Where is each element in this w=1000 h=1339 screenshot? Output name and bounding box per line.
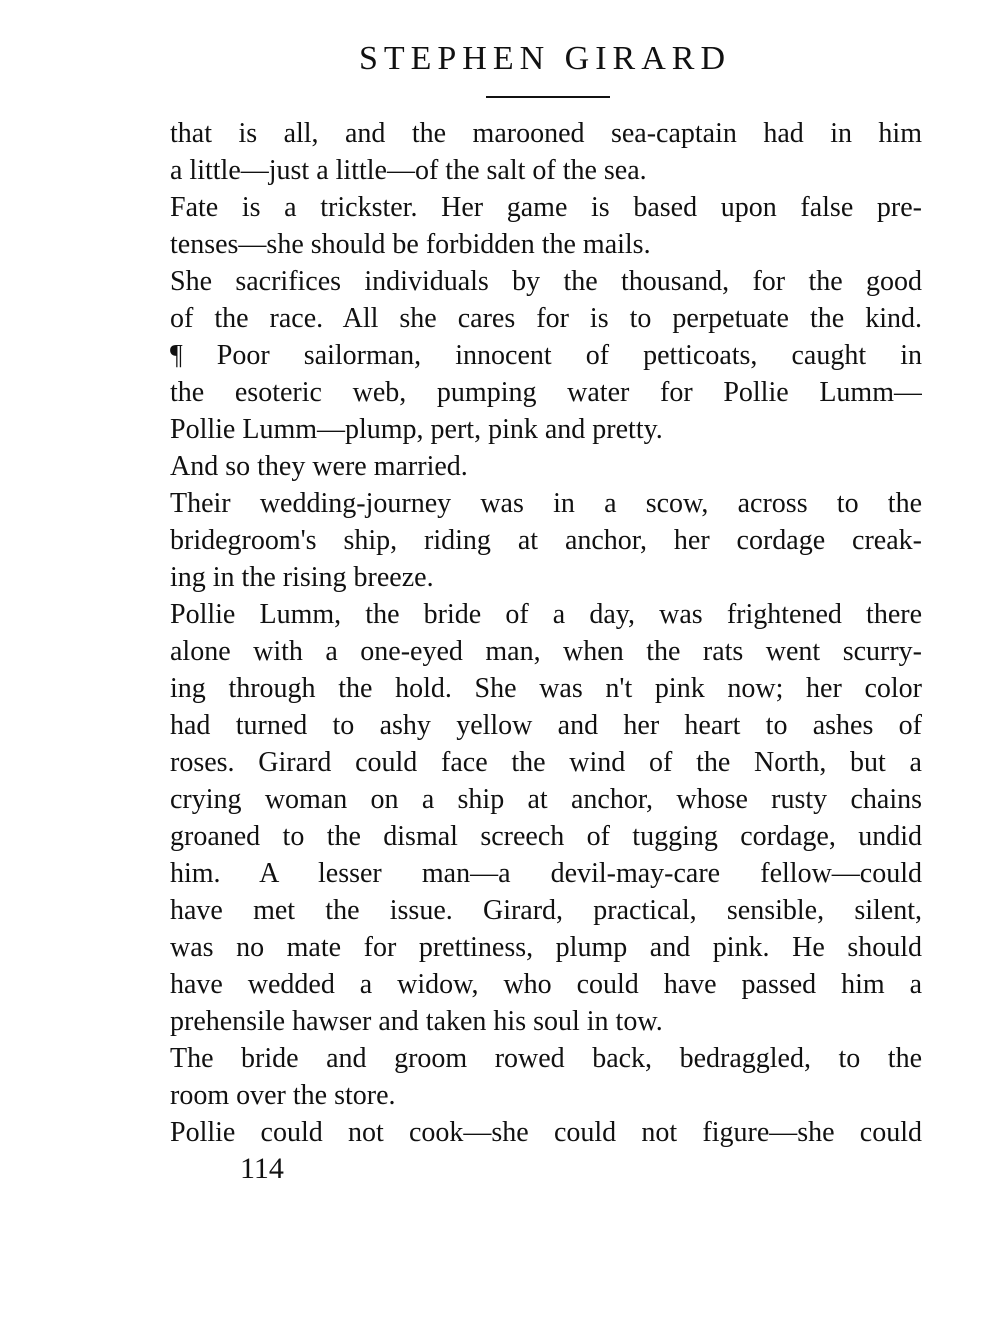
text-line: Their wedding-journey was in a scow, across to the bbox=[170, 488, 922, 519]
text-line: tenses—she should be forbidden the mails. bbox=[170, 229, 651, 260]
text-line: room over the store. bbox=[170, 1080, 396, 1111]
text-line: ing in the rising breeze. bbox=[170, 562, 434, 593]
text-line: roses. Girard could face the wind of the North, but a bbox=[170, 747, 922, 778]
text-line: Pollie could not cook—she could not figure—she could bbox=[170, 1117, 922, 1148]
text-line: alone with a one-eyed man, when the rats went scurry- bbox=[170, 636, 922, 667]
text-line: that is all, and the marooned sea-captain had in him bbox=[170, 118, 922, 149]
text-line: The bride and groom rowed back, bedraggled, to the bbox=[170, 1043, 922, 1074]
text-line: prehensile hawser and taken his soul in tow. bbox=[170, 1006, 663, 1037]
text-line: a little—just a little—of the salt of the sea. bbox=[170, 155, 647, 186]
text-line: And so they were married. bbox=[170, 451, 468, 482]
header-rule bbox=[486, 96, 610, 98]
text-line: Pollie Lumm, the bride of a day, was frightened there bbox=[170, 599, 922, 630]
text-line: ing through the hold. She was n't pink now; her color bbox=[170, 673, 922, 704]
text-line: groaned to the dismal screech of tugging cordage, undid bbox=[170, 821, 922, 852]
running-head: STEPHEN GIRARD bbox=[358, 40, 732, 77]
text-line: had turned to ashy yellow and her heart to ashes of bbox=[170, 710, 922, 741]
text-line: him. A lesser man—a devil-may-care fellow—could bbox=[170, 858, 922, 889]
text-line: have met the issue. Girard, practical, sensible, silent, bbox=[170, 895, 922, 926]
text-line: the esoteric web, pumping water for Pollie Lumm— bbox=[170, 377, 922, 408]
text-line: bridegroom's ship, riding at anchor, her cordage creak- bbox=[170, 525, 922, 556]
body-text bbox=[170, 115, 922, 1151]
text-line: have wedded a widow, who could have passed him a bbox=[170, 969, 922, 1000]
text-line: crying woman on a ship at anchor, whose rusty chains bbox=[170, 784, 922, 815]
text-line: was no mate for prettiness, plump and pink. He should bbox=[170, 932, 922, 963]
text-line: She sacrifices individuals by the thousand, for the good bbox=[170, 266, 922, 297]
text-line: ¶ Poor sailorman, innocent of petticoats, caught in bbox=[170, 340, 922, 371]
text-line: Fate is a trickster. Her game is based upon false pre- bbox=[170, 192, 922, 223]
page-number: 114 bbox=[240, 1152, 284, 1185]
text-line: Pollie Lumm—plump, pert, pink and pretty. bbox=[170, 414, 663, 445]
text-line: of the race. All she cares for is to perpetuate the kind. bbox=[170, 303, 922, 334]
